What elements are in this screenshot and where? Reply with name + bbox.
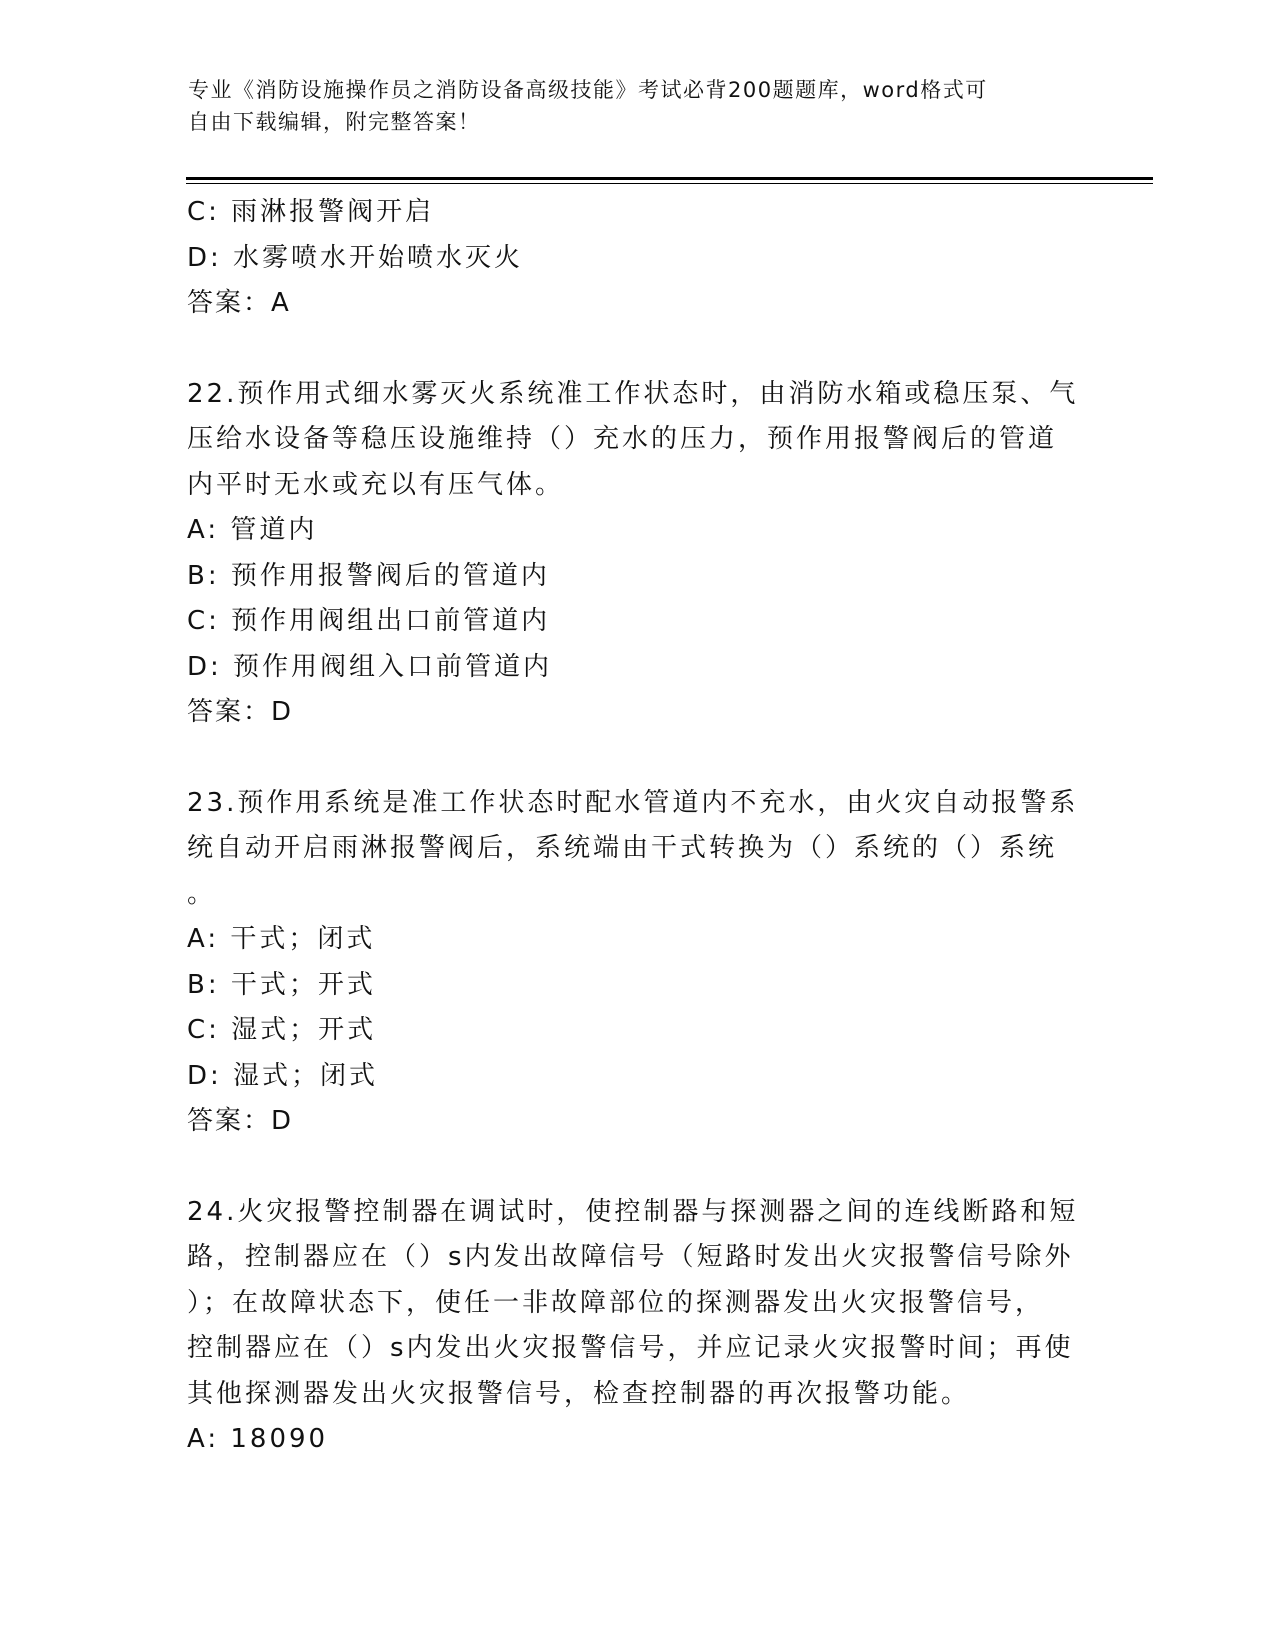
option-c: C: 湿式；开式 xyxy=(187,1015,377,1045)
spacer xyxy=(187,736,1087,781)
option-b: B: 干式；开式 xyxy=(187,969,376,1000)
option-a: A: 管道内 xyxy=(187,515,318,545)
stem-line: 压给水设备等稳压设施维持（）充水的压力，预作用报警阀后的管道 xyxy=(187,424,1058,454)
stem-line: 统自动开启雨淋报警阀后，系统端由干式转换为（）系统的（）系统 xyxy=(187,833,1058,863)
header-line-2: 自由下载编辑，附完整答案！ xyxy=(188,110,481,134)
stem-line: 路，控制器应在（）s内发出故障信号（短路时发出火灾报警信号除外 xyxy=(187,1242,1074,1272)
option-d: D: 预作用阀组入口前管道内 xyxy=(187,651,553,682)
answer: 答案：D xyxy=(187,697,294,727)
question-23 xyxy=(187,781,1087,1145)
question-stem xyxy=(187,1190,1087,1418)
document-body xyxy=(187,190,1087,1463)
spacer xyxy=(187,327,1087,372)
question-stem xyxy=(187,372,1087,509)
option-d: D: 水雾喷水开始喷水灭火 xyxy=(187,242,524,273)
stem-line: 控制器应在（）s内发出火灾报警信号，并应记录火灾报警时间；再使 xyxy=(187,1333,1074,1363)
stem-line: 内平时无水或充以有压气体。 xyxy=(187,469,565,500)
spacer xyxy=(187,1145,1087,1190)
stem-line: 23.预作用系统是准工作状态时配水管道内不充水，由火灾自动报警系 xyxy=(187,787,1079,818)
option-a: A: 18090 xyxy=(187,1424,329,1454)
stem-line: 22.预作用式细水雾灭火系统准工作状态时，由消防水箱或稳压泵、气 xyxy=(187,378,1079,409)
stem-line: 其他探测器发出火灾报警信号，检查控制器的再次报警功能。 xyxy=(187,1378,971,1409)
option-c: C: 雨淋报警阀开启 xyxy=(187,197,435,227)
stem-line: ）；在故障状态下，使任一非故障部位的探测器发出火灾报警信号， xyxy=(187,1287,1045,1318)
question-24 xyxy=(187,1190,1087,1463)
option-b: B: 预作用报警阀后的管道内 xyxy=(187,560,550,591)
header-rule-thick xyxy=(186,177,1153,180)
header-line-1: 专业《消防设施操作员之消防设备高级技能》考试必背200题题库，word格式可 xyxy=(188,78,988,102)
answer: 答案：A xyxy=(187,288,291,318)
header-rule-thin xyxy=(186,183,1153,184)
stem-line: 24.火灾报警控制器在调试时，使控制器与探测器之间的连线断路和短 xyxy=(187,1196,1079,1227)
stem-line: 。 xyxy=(187,878,217,909)
option-d: D: 湿式；闭式 xyxy=(187,1060,379,1091)
document-header xyxy=(188,74,1068,138)
option-c: C: 预作用阀组出口前管道内 xyxy=(187,606,551,636)
option-a: A: 干式；闭式 xyxy=(187,924,376,954)
question-stem xyxy=(187,781,1087,918)
answer: 答案：D xyxy=(187,1106,294,1136)
question-21 xyxy=(187,190,1087,327)
question-22 xyxy=(187,372,1087,736)
